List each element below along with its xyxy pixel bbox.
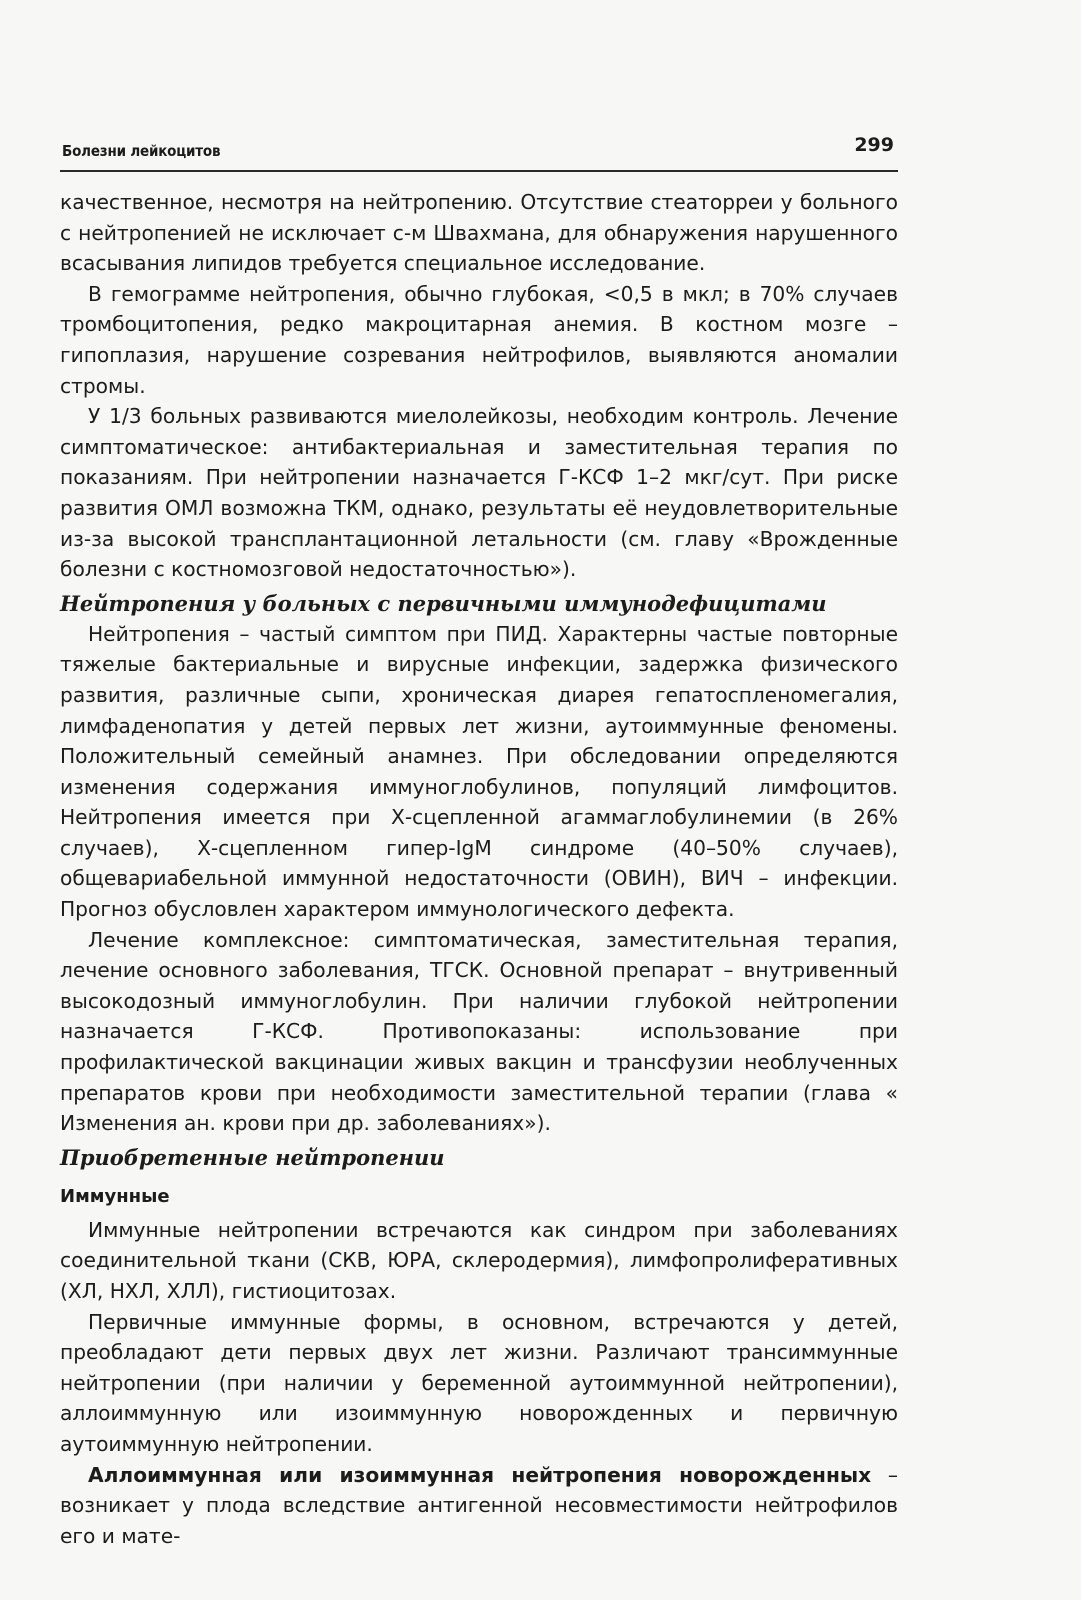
alloimmune-text: – возникает у плода вследствие антигенной несовместимости нейтрофилов его и мате- bbox=[60, 1462, 899, 1548]
paragraph-immune-syndrome: Иммунные нейтропении встречаются как синдром при заболеваниях соединительной ткани (СКВ, ЮРА, склеродермия), лимфопролиферативных (ХЛ, НХЛ, ХЛЛ), гистиоцитозах. bbox=[60, 1217, 898, 1303]
term-alloimmune: Аллоиммунная или изоиммунная нейтропения новорожденных bbox=[88, 1462, 872, 1487]
paragraph-primary-immune: Первичные иммунные формы, в основном, встречаются у детей, преобладают дети первых двух лет жизни. Различают трансиммунные нейтропении (при наличии у беременной аутоиммунной нейтропении), аллоиммунную или изоиммунную новорожденных и первичную аутоиммунную нейтропении. bbox=[60, 1309, 898, 1456]
heading-pid-neutropenia: Нейтропения у больных с первичными иммунодефицитами bbox=[60, 590, 827, 616]
paragraph-hemogram: В гемограмме нейтропения, обычно глубокая, <0,5 в мкл; в 70% случаев тромбоцитопения, редко макроцитарная анемия. В костном мозге – гипоплазия, нарушение созревания нейтрофилов, выявляются аномалии стромы. bbox=[60, 281, 898, 398]
paragraph-treatment: У 1/3 больных развиваются миелолейкозы, необходим контроль. Лечение симптоматическое: антибактериальная и заместительная терапия по показаниям. При нейтропении назначается Г-КСФ 1–2 мкг/сут. При риске развития ОМЛ возможна ТКМ, однако, результаты её неудовлетворительные из-за высокой трансплантационной летальности (см. главу «Врожденные болезни с костномозговой недостаточностью»). bbox=[60, 404, 898, 582]
page-content bbox=[60, 187, 898, 1551]
heading-acquired-neutropenia: Приобретенные нейтропении bbox=[60, 1144, 445, 1170]
page-header bbox=[60, 134, 898, 172]
paragraph-pid-symptoms: Нейтропения – частый симптом при ПИД. Характерны частые повторные тяжелые бактериальные и вирусные инфекции, задержка физического развития, различные сыпи, хроническая диарея гепатоспленомегалия, лимфаденопатия у детей первых лет жизни, аутоиммунные феномены. Положительный семейный анамнез. При обследовании определяются изменения содержания иммуноглобулинов, популяций лимфоцитов. Нейтропения имеется при Х-сцепленной агаммаглобулинемии (в 26% случаев), Х-сцепленном гипер-IgM синдроме (40–50% случаев), общевариабельной иммунной недостаточности (ОВИН), ВИЧ – инфекции. Прогноз обусловлен характером иммунологического дефекта. bbox=[60, 621, 898, 922]
heading-immune: Иммунные bbox=[60, 1185, 170, 1207]
paragraph-pid-treatment: Лечение комплексное: симптоматическая, заместительная терапия, лечение основного заболевания, ТГСК. Основной препарат – внутривенный высокодозный иммуноглобулин. При наличии глубокой нейтропении назначается Г-КСФ. Противопоказаны: использование при профилактической вакцинации живых вакцин и трансфузии необлученных препаратов крови при необходимости заместительной терапии (глава « Изменения ан. крови при др. заболеваниях»). bbox=[60, 927, 898, 1136]
paragraph-continuation: качественное, несмотря на нейтропению. Отсутствие стеаторреи у больного с нейтропенией не исключает с-м Швахмана, для обнаружения нарушенного всасывания липидов требуется специальное исследование. bbox=[60, 190, 898, 276]
running-head: Болезни лейкоцитов bbox=[62, 142, 221, 160]
page-number: 299 bbox=[854, 134, 894, 156]
paragraph-alloimmune bbox=[60, 1460, 898, 1552]
